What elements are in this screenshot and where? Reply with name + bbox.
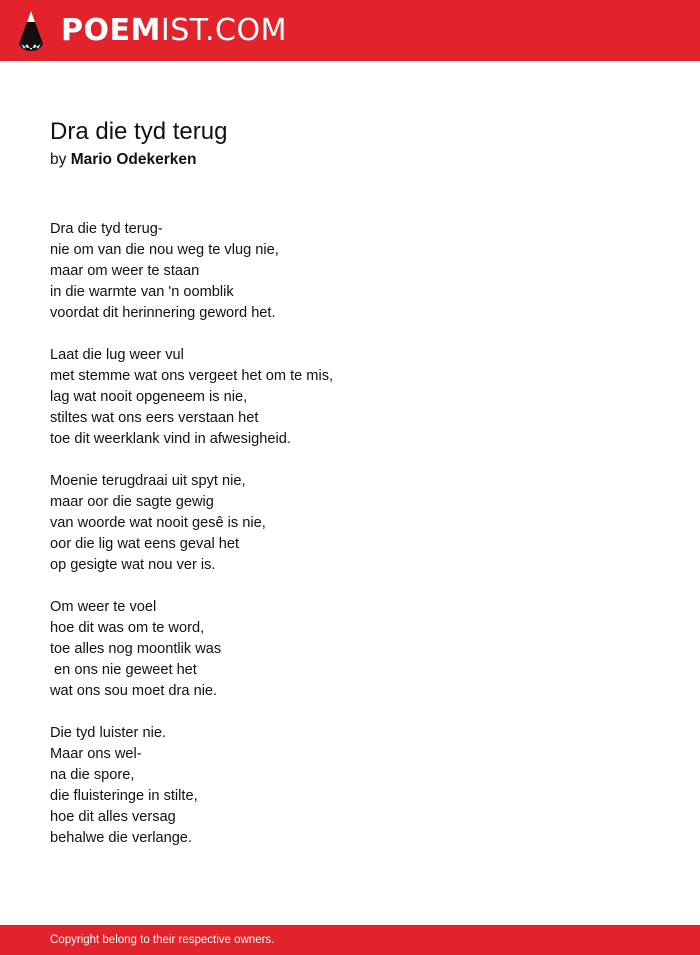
poem-line: Maar ons wel- [50, 746, 142, 762]
poem-line: in die warmte van 'n oomblik [50, 284, 234, 300]
poem-line: Die tyd luister nie. [50, 725, 166, 741]
poem-line: toe alles nog moontlik was [50, 641, 222, 657]
poem-line: Dra die tyd terug- [50, 221, 163, 237]
poem-stanza [50, 219, 650, 324]
poem-line: en ons nie geweet het [50, 662, 197, 678]
byline [50, 150, 650, 170]
poem-line: voordat dit herinnering geword het. [50, 305, 276, 321]
poem-line: op gesigte wat nou ver is. [50, 557, 216, 573]
poem-line: lag wat nooit opgeneem is nie, [50, 389, 248, 405]
poem-line: Om weer te voel [50, 599, 157, 615]
logo-light-text: IST.COM [160, 12, 287, 48]
copyright-text: Copyright belong to their respective owners. [50, 934, 275, 946]
poem-line: wat ons sou moet dra nie. [50, 683, 218, 699]
poem-line: oor die lig wat eens geval het [50, 536, 240, 552]
poem-stanza [50, 345, 650, 450]
logo-bold-text: POEM [61, 12, 161, 48]
poem-body [50, 219, 650, 870]
poem-line: maar oor die sagte gewig [50, 494, 214, 510]
poem-header [50, 117, 650, 170]
poem-stanza [50, 471, 650, 576]
poem-line: hoe dit alles versag [50, 809, 176, 825]
site-footer [0, 925, 700, 955]
site-header [0, 0, 700, 61]
poem-line: nie om van die nou weg te vlug nie, [50, 242, 279, 258]
author-name: Mario Odekerken [70, 151, 197, 168]
poem-line: behalwe die verlange. [50, 830, 192, 846]
poem-line: van woorde wat nooit gesê is nie, [50, 515, 266, 531]
poem-line: na die spore, [50, 767, 135, 783]
poem-line: die fluisteringe in stilte, [50, 788, 198, 804]
poem-line: stiltes wat ons eers verstaan het [50, 410, 259, 426]
poem-line: Moenie terugdraai uit spyt nie, [50, 473, 246, 489]
site-logo[interactable] [61, 12, 287, 48]
poem-line: met stemme wat ons vergeet het om te mis, [50, 368, 334, 384]
poem-line: toe dit weerklank vind in afwesigheid. [50, 431, 291, 447]
poem-stanza [50, 597, 650, 702]
poem-stanza [50, 723, 650, 849]
poem-line: hoe dit was om te word, [50, 620, 205, 636]
pencil-tip-icon[interactable] [18, 10, 44, 52]
by-prefix: by [50, 151, 67, 168]
poem-line: Laat die lug weer vul [50, 347, 184, 363]
poem-line: maar om weer te staan [50, 263, 200, 279]
poem-title: Dra die tyd terug [50, 118, 228, 145]
